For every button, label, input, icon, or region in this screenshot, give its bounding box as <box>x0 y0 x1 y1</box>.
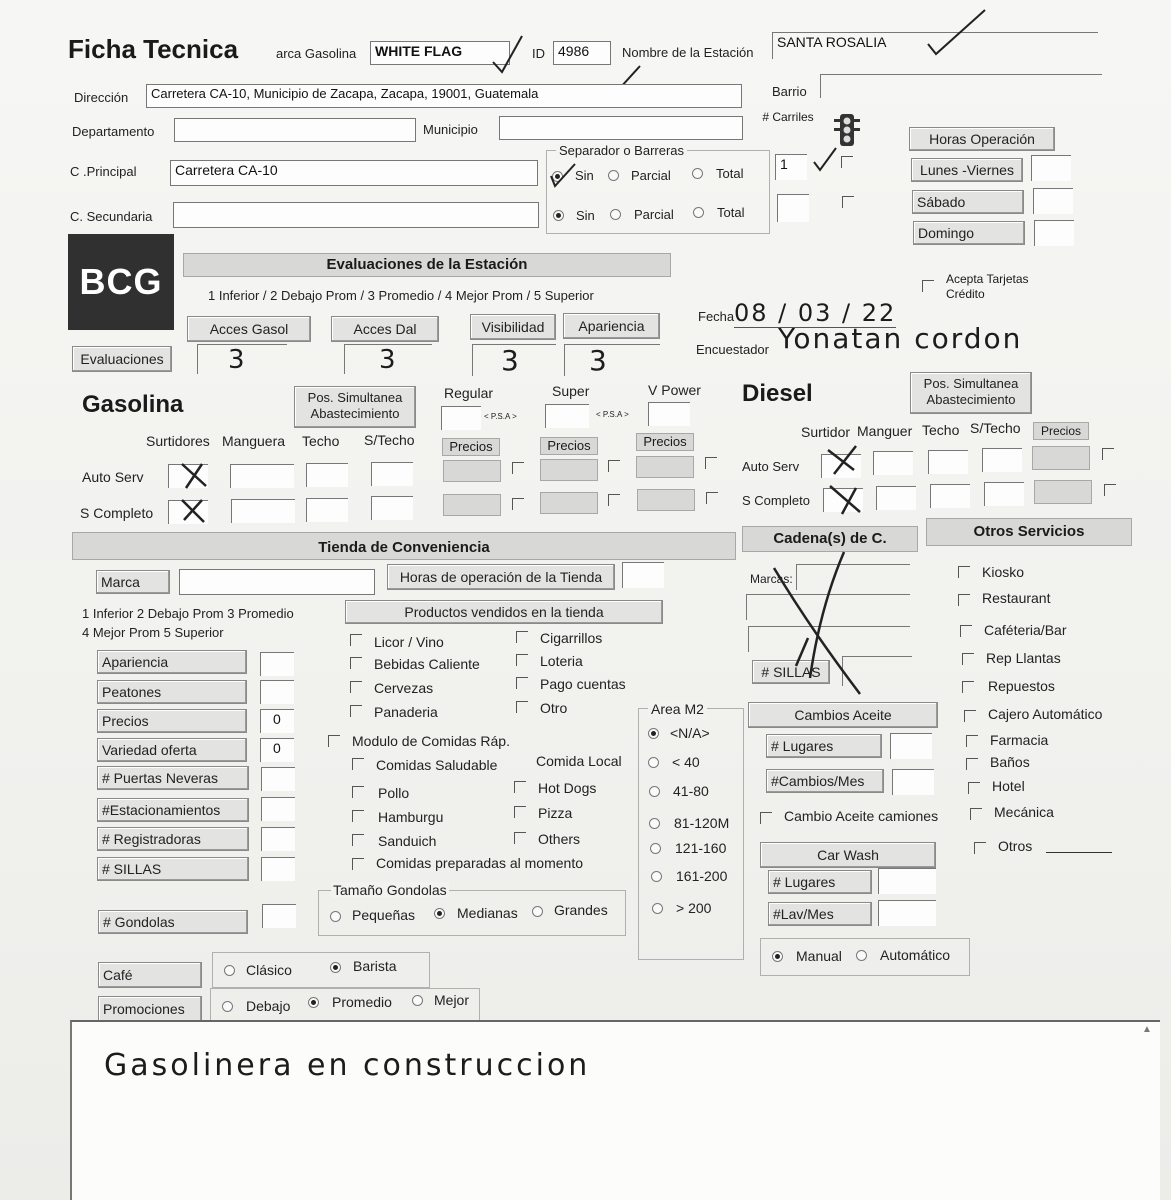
otros-restaurant-checkbox[interactable] <box>958 594 970 606</box>
prod-cervezas-label: Cervezas <box>374 680 434 696</box>
prod-bebidas-checkbox[interactable] <box>350 657 362 669</box>
sabado-button[interactable]: Sábado <box>912 190 1024 214</box>
prod-loteria-label: Loteria <box>540 653 583 669</box>
area-121-160-radio[interactable] <box>650 843 661 854</box>
carriles-checkbox-1[interactable] <box>841 156 853 168</box>
visibilidad-value[interactable]: 3 <box>472 344 556 376</box>
rating-estacionamientos: #Estacionamientos <box>97 798 249 822</box>
acepta-tarjetas-checkbox[interactable] <box>922 280 934 292</box>
aceite-camiones-checkbox[interactable] <box>760 812 772 824</box>
separador2-parcial-label: Parcial <box>634 207 674 222</box>
nombre-estacion-field[interactable]: SANTA ROSALIA <box>772 32 1098 59</box>
promo-mejor-radio[interactable] <box>412 995 423 1006</box>
acces-gasol-button[interactable]: Acces Gasol <box>187 316 311 342</box>
c-secundaria-label: C. Secundaria <box>70 209 153 224</box>
acces-dal-button[interactable]: Acces Dal <box>331 316 439 342</box>
food-hamburgu-label: Hamburgu <box>378 809 444 825</box>
diesel-title: Diesel <box>742 380 813 407</box>
otros-cafeteria-label: Caféteria/Bar <box>984 622 1067 638</box>
gas-s-completo-check-super[interactable] <box>608 494 620 506</box>
diesel-s-completo-techo[interactable] <box>930 484 970 508</box>
precios-regular-header: Precios <box>442 438 500 456</box>
separador1-sin-label: Sin <box>575 168 594 183</box>
gas-s-completo-stecho[interactable] <box>371 496 413 520</box>
area-81-120-radio[interactable] <box>649 818 660 829</box>
cafe-barista-radio[interactable] <box>330 962 341 973</box>
promo-debajo-label: Debajo <box>246 998 291 1014</box>
area-161-200-radio[interactable] <box>651 871 662 882</box>
otros-otros-label: Otros <box>998 838 1033 854</box>
marca-tienda-button[interactable]: Marca <box>96 570 170 594</box>
gas-auto-serv-check-regular[interactable] <box>512 462 524 474</box>
super-label: Super <box>552 383 590 399</box>
separador1-total-radio[interactable] <box>692 168 703 179</box>
nombre-estacion-label: Nombre de la Estación <box>622 45 754 60</box>
area-na-label: <N/A> <box>670 725 710 741</box>
tienda-header: Tienda de Conveniencia <box>72 532 736 560</box>
municipio-label: Municipio <box>423 122 478 137</box>
horas-tienda-field[interactable] <box>622 562 664 588</box>
carwash-lugares-label: # Lugares <box>768 870 872 894</box>
otros-kiosko-checkbox[interactable] <box>958 566 970 578</box>
gas-s-completo-label: S Completo <box>80 505 154 521</box>
rating-sillas: # SILLAS <box>97 857 249 881</box>
diesel-auto-serv-precio[interactable] <box>1032 446 1090 470</box>
separador2-sin-label: Sin <box>576 208 595 223</box>
separador1-total-label: Total <box>716 166 744 181</box>
domingo-button[interactable]: Domingo <box>913 221 1025 245</box>
diesel-auto-serv-check[interactable] <box>1102 448 1114 460</box>
area-gt200-radio[interactable] <box>652 903 663 914</box>
gas-s-completo-check-regular[interactable] <box>512 498 524 510</box>
tamano-gondolas-label: Tamaño Gondolas <box>333 882 447 898</box>
food-hotdogs-checkbox[interactable] <box>514 781 526 793</box>
gasolina-title: Gasolina <box>82 391 184 418</box>
separador2-sin-radio[interactable] <box>553 210 564 221</box>
otros-mecanica-label: Mecánica <box>994 804 1054 820</box>
c-principal-field[interactable]: Carretera CA-10 <box>170 160 538 186</box>
food-pollo-checkbox[interactable] <box>352 786 364 798</box>
horas-tienda-button[interactable]: Horas de operación de la Tienda <box>387 564 615 590</box>
encuestador-label: Encuestador <box>696 342 769 357</box>
gas-auto-serv-check-super[interactable] <box>608 460 620 472</box>
cafe-group <box>212 952 430 988</box>
rating-registradoras: # Registradoras <box>97 827 249 851</box>
otros-cajero-checkbox[interactable] <box>964 710 976 722</box>
otros-banos-checkbox[interactable] <box>966 758 978 770</box>
food-saludable-label: Comidas Saludable <box>376 757 498 773</box>
prod-cervezas-checkbox[interactable] <box>350 681 362 693</box>
promo-mejor-label: Mejor <box>434 992 470 1008</box>
promo-promedio-radio[interactable] <box>308 997 319 1008</box>
cafe-barista-label: Barista <box>353 958 397 974</box>
otros-servicios-header: Otros Servicios <box>926 518 1132 546</box>
promo-debajo-radio[interactable] <box>222 1001 233 1012</box>
cadena-header: Cadena(s) de C. <box>742 526 918 552</box>
rating-estacionamientos-value[interactable] <box>261 797 295 821</box>
carwash-lav-mes-field[interactable] <box>878 900 936 926</box>
gondolas-grandes-radio[interactable] <box>532 906 543 917</box>
promociones-label: Promociones <box>98 996 202 1022</box>
otros-kiosko-label: Kiosko <box>982 564 1025 580</box>
prod-otro-label: Otro <box>540 700 568 716</box>
food-hamburgu-checkbox[interactable] <box>352 810 364 822</box>
area-m2-group <box>638 708 744 960</box>
diesel-auto-serv-stecho[interactable] <box>982 448 1022 472</box>
tienda-scale-2: 4 Mejor Prom 5 Superior <box>82 625 224 640</box>
diesel-precios-header: Precios <box>1033 422 1089 440</box>
acces-dal-value[interactable]: 3 <box>344 344 432 374</box>
gas-auto-serv-check-vpower[interactable] <box>705 457 717 469</box>
otros-banos-label: Baños <box>990 754 1030 770</box>
otros-cafeteria-checkbox[interactable] <box>960 625 972 637</box>
rating-sillas-value[interactable] <box>261 857 295 881</box>
carriles-field-1[interactable]: 1 <box>775 154 807 180</box>
prod-panaderia-checkbox[interactable] <box>350 705 362 717</box>
gondolas-label: # Gondolas <box>98 910 248 934</box>
prod-cigarrillos-label: Cigarrillos <box>540 630 603 646</box>
municipio-field[interactable] <box>499 116 743 140</box>
lunes-viernes-field[interactable] <box>1031 155 1071 181</box>
area-41-80-label: 41-80 <box>673 783 709 799</box>
otros-restaurant-label: Restaurant <box>982 590 1051 606</box>
food-sanduich-checkbox[interactable] <box>352 834 364 846</box>
stecho-label: S/Techo <box>364 432 415 448</box>
diesel-s-completo-stecho[interactable] <box>984 482 1024 506</box>
prod-bebidas-label: Bebidas Caliente <box>374 656 480 672</box>
diesel-s-completo-precio[interactable] <box>1034 480 1092 504</box>
area-na-radio[interactable] <box>648 728 659 739</box>
area-gt200-label: > 200 <box>676 900 712 916</box>
diesel-s-completo-manguer[interactable] <box>876 486 916 510</box>
rating-precios-value[interactable]: 0 <box>260 709 294 733</box>
evaluaciones-row-label: Evaluaciones <box>72 346 172 372</box>
prod-licor-checkbox[interactable] <box>350 634 362 646</box>
otros-cajero-label: Cajero Automático <box>988 706 1103 722</box>
separador-label: Separador o Barreras <box>556 143 687 158</box>
gas-auto-serv-precio-regular[interactable] <box>443 460 501 482</box>
super-field[interactable] <box>545 404 589 428</box>
regular-field[interactable] <box>441 406 481 430</box>
techo-label: Techo <box>302 433 340 449</box>
gas-s-completo-check-vpower[interactable] <box>706 492 718 504</box>
carwash-lav-mes-label: #Lav/Mes <box>768 902 872 926</box>
vpower-field[interactable] <box>648 402 690 426</box>
carriles-label: # Carriles <box>762 110 814 124</box>
departamento-field[interactable] <box>174 118 416 142</box>
domingo-field[interactable] <box>1034 220 1074 246</box>
gondolas-medianas-radio[interactable] <box>434 908 445 919</box>
otros-otros-checkbox[interactable] <box>974 842 986 854</box>
tienda-scale-1: 1 Inferior 2 Debajo Prom 3 Promedio <box>82 606 294 621</box>
traffic-light-icon <box>832 112 862 148</box>
aceite-cambios-mes-label: #Cambios/Mes <box>766 769 884 793</box>
area-161-200-label: 161-200 <box>676 868 728 884</box>
horas-operacion-button[interactable]: Horas Operación <box>909 127 1055 151</box>
prod-cigarrillos-checkbox[interactable] <box>516 631 528 643</box>
rating-apariencia-value[interactable] <box>260 652 294 676</box>
carwash-automatico-radio[interactable] <box>856 950 867 961</box>
rating-peatones-value[interactable] <box>260 680 294 704</box>
marca-gasolina-label: arca Gasolina <box>276 46 357 61</box>
gondolas-grandes-label: Grandes <box>554 902 608 918</box>
handwritten-x-diesel <box>820 440 880 520</box>
promo-promedio-label: Promedio <box>332 994 392 1010</box>
gondolas-pequenas-radio[interactable] <box>330 911 341 922</box>
handwritten-x-cadena <box>760 548 870 698</box>
sabado-field[interactable] <box>1033 188 1073 214</box>
modulo-comidas-label: Modulo de Comidas Ráp. <box>352 733 510 749</box>
gas-s-completo-precio-super[interactable] <box>540 492 598 514</box>
carwash-manual-label: Manual <box>796 948 842 964</box>
aceite-lugares-field[interactable] <box>890 733 932 759</box>
aceite-lugares-label: # Lugares <box>766 734 882 758</box>
marca-tienda-field[interactable] <box>179 569 375 595</box>
aceite-cambios-mes-field[interactable] <box>892 769 934 795</box>
apariencia-button[interactable]: Apariencia <box>563 313 660 339</box>
comida-local-label: Comida Local <box>536 753 622 769</box>
prod-pago-label: Pago cuentas <box>540 676 626 692</box>
gas-auto-serv-manguera[interactable] <box>230 464 294 488</box>
psa-label-1: < P.S.A > <box>484 412 517 421</box>
food-pizza-label: Pizza <box>538 805 573 821</box>
cafe-clasico-label: Clásico <box>246 962 292 978</box>
psa-label-2: < P.S.A > <box>596 410 629 419</box>
gas-auto-serv-stecho[interactable] <box>371 462 413 486</box>
otros-repuestos-label: Repuestos <box>988 678 1055 694</box>
food-sanduich-label: Sanduich <box>378 833 437 849</box>
rating-precios: Precios <box>97 709 247 733</box>
gondolas-medianas-label: Medianas <box>457 905 518 921</box>
handwritten-check-carriles <box>810 146 840 176</box>
aceite-camiones-label: Cambio Aceite camiones <box>784 808 939 824</box>
direccion-label: Dirección <box>74 90 129 105</box>
direccion-field[interactable]: Carretera CA-10, Municipio de Zacapa, Zacapa, 19001, Guatemala <box>146 84 742 108</box>
diesel-pos-simultanea-button[interactable]: Pos. Simultanea Abastecimiento <box>910 372 1032 414</box>
area-lt40-label: < 40 <box>672 754 700 770</box>
food-others-checkbox[interactable] <box>514 832 526 844</box>
carwash-manual-radio[interactable] <box>772 951 783 962</box>
departamento-label: Departamento <box>72 124 155 139</box>
carwash-automatico-label: Automático <box>880 947 951 963</box>
handwritten-x-gasolina <box>176 458 216 528</box>
gondolas-field[interactable] <box>262 904 296 928</box>
page-title: Ficha Tecnica <box>68 34 239 64</box>
acepta-tarjetas-label: Acepta Tarjetas Crédito <box>946 272 1029 301</box>
area-121-160-label: 121-160 <box>675 840 727 856</box>
gasolina-pos-simultanea-button[interactable]: Pos. Simultanea Abastecimiento <box>294 386 416 428</box>
notes-text: Gasolinera en construccion <box>104 1048 591 1083</box>
area-41-80-radio[interactable] <box>649 786 660 797</box>
food-pollo-label: Pollo <box>378 785 410 801</box>
separador1-parcial-radio[interactable] <box>608 170 619 181</box>
otros-hotel-checkbox[interactable] <box>968 782 980 794</box>
lunes-viernes-button[interactable]: Lunes -Viernes <box>911 158 1023 182</box>
id-field[interactable]: 4986 <box>553 41 611 65</box>
rating-variedad-value[interactable]: 0 <box>260 738 294 762</box>
food-others-label: Others <box>538 831 581 847</box>
separador2-total-radio[interactable] <box>693 207 704 218</box>
rating-variedad: Variedad oferta <box>97 738 247 762</box>
fecha-value[interactable]: 08 / 03 / 22 <box>734 299 897 327</box>
cadena-marcas-label: Marcas: <box>750 572 793 586</box>
carwash-lugares-field[interactable] <box>878 868 936 894</box>
precios-super-header: Precios <box>540 437 598 455</box>
food-pizza-checkbox[interactable] <box>514 806 526 818</box>
diesel-s-completo-check[interactable] <box>1104 484 1116 496</box>
cafe-clasico-radio[interactable] <box>224 965 235 976</box>
rating-peatones: Peatones <box>97 680 247 704</box>
area-lt40-radio[interactable] <box>648 757 659 768</box>
otros-farmacia-checkbox[interactable] <box>966 735 978 747</box>
gas-auto-serv-techo[interactable] <box>306 463 348 487</box>
notes-textarea[interactable] <box>70 1020 1160 1200</box>
diesel-auto-serv-label: Auto Serv <box>742 459 800 474</box>
acces-gasol-value[interactable]: 3 <box>197 344 287 374</box>
surtidores-label: Surtidores <box>146 433 210 449</box>
apariencia-value[interactable]: 3 <box>564 344 660 376</box>
fecha-label: Fecha <box>698 309 735 324</box>
barrio-field[interactable] <box>820 74 1102 98</box>
rating-puertas-neveras: # Puertas Neveras <box>97 766 249 790</box>
scroll-up-arrow-icon[interactable]: ▲ <box>1142 1024 1152 1035</box>
food-preparadas-checkbox[interactable] <box>352 858 364 870</box>
cafe-label: Café <box>98 962 202 988</box>
otros-otros-line[interactable] <box>1046 852 1112 853</box>
prod-panaderia-label: Panaderia <box>374 704 438 720</box>
gas-auto-serv-label: Auto Serv <box>82 469 144 485</box>
prod-loteria-checkbox[interactable] <box>516 654 528 666</box>
car-wash-button[interactable]: Car Wash <box>760 842 936 868</box>
rating-apariencia: Apariencia <box>97 650 247 674</box>
otros-llantas-label: Rep Llantas <box>986 650 1061 666</box>
gondolas-pequenas-label: Pequeñas <box>352 907 416 923</box>
rating-puertas-neveras-value[interactable] <box>261 767 295 791</box>
otros-llantas-checkbox[interactable] <box>962 653 974 665</box>
food-saludable-checkbox[interactable] <box>352 758 364 770</box>
area-81-120-label: 81-120M <box>674 815 730 831</box>
separador2-total-label: Total <box>717 205 745 220</box>
marca-gasolina-field[interactable]: WHITE FLAG <box>370 41 510 65</box>
food-preparadas-label: Comidas preparadas al momento <box>376 855 583 871</box>
carriles-checkbox-2[interactable] <box>842 196 854 208</box>
gas-s-completo-precio-regular[interactable] <box>443 494 501 516</box>
otros-hotel-label: Hotel <box>992 778 1025 794</box>
manguera-label: Manguera <box>222 433 286 449</box>
gas-s-completo-techo[interactable] <box>306 498 348 522</box>
otros-repuestos-checkbox[interactable] <box>962 681 974 693</box>
cambios-aceite-button[interactable]: Cambios Aceite <box>748 702 938 728</box>
gas-s-completo-manguera[interactable] <box>231 499 295 523</box>
regular-label: Regular <box>444 385 494 401</box>
diesel-auto-serv-techo[interactable] <box>928 450 968 474</box>
evaluaciones-header: Evaluaciones de la Estación <box>183 253 671 277</box>
prod-otro-checkbox[interactable] <box>516 701 528 713</box>
separador1-parcial-label: Parcial <box>631 168 671 183</box>
evaluaciones-scale: 1 Inferior / 2 Debajo Prom / 3 Promedio / 4 Mejor Prom / 5 Superior <box>208 288 594 303</box>
precios-vpower-header: Precios <box>636 433 694 451</box>
c-principal-label: C .Principal <box>70 164 137 179</box>
gas-auto-serv-precio-vpower[interactable] <box>636 456 694 478</box>
rating-registradoras-value[interactable] <box>261 827 295 851</box>
bcg-logo: BCG <box>68 234 174 330</box>
otros-farmacia-label: Farmacia <box>990 732 1049 748</box>
area-m2-label: Area M2 <box>648 701 707 717</box>
cadena-sillas-label: # SILLAS <box>752 660 830 684</box>
diesel-manguer-label: Manguer <box>857 423 913 439</box>
modulo-comidas-checkbox[interactable] <box>328 735 340 747</box>
id-label: ID <box>532 46 545 61</box>
food-hotdogs-label: Hot Dogs <box>538 780 597 796</box>
separador2-parcial-radio[interactable] <box>610 209 621 220</box>
gas-auto-serv-precio-super[interactable] <box>540 459 598 481</box>
diesel-techo-label: Techo <box>922 422 960 438</box>
barrio-label: Barrio <box>772 84 807 99</box>
encuestador-value[interactable]: Yonatan cordon <box>778 322 1023 355</box>
diesel-stecho-label: S/Techo <box>970 420 1021 436</box>
prod-licor-label: Licor / Vino <box>374 634 444 650</box>
gas-s-completo-precio-vpower[interactable] <box>637 489 695 511</box>
visibilidad-button[interactable]: Visibilidad <box>470 314 556 340</box>
diesel-surtidor-label: Surtidor <box>801 424 851 440</box>
prod-pago-checkbox[interactable] <box>516 677 528 689</box>
vpower-label: V Power <box>648 382 701 398</box>
handwritten-mark <box>545 160 595 196</box>
diesel-s-completo-label: S Completo <box>742 493 810 508</box>
carriles-field-2[interactable] <box>777 194 809 222</box>
otros-mecanica-checkbox[interactable] <box>970 808 982 820</box>
c-secundaria-field[interactable] <box>173 202 539 228</box>
productos-vendidos-button[interactable]: Productos vendidos en la tienda <box>345 600 663 624</box>
